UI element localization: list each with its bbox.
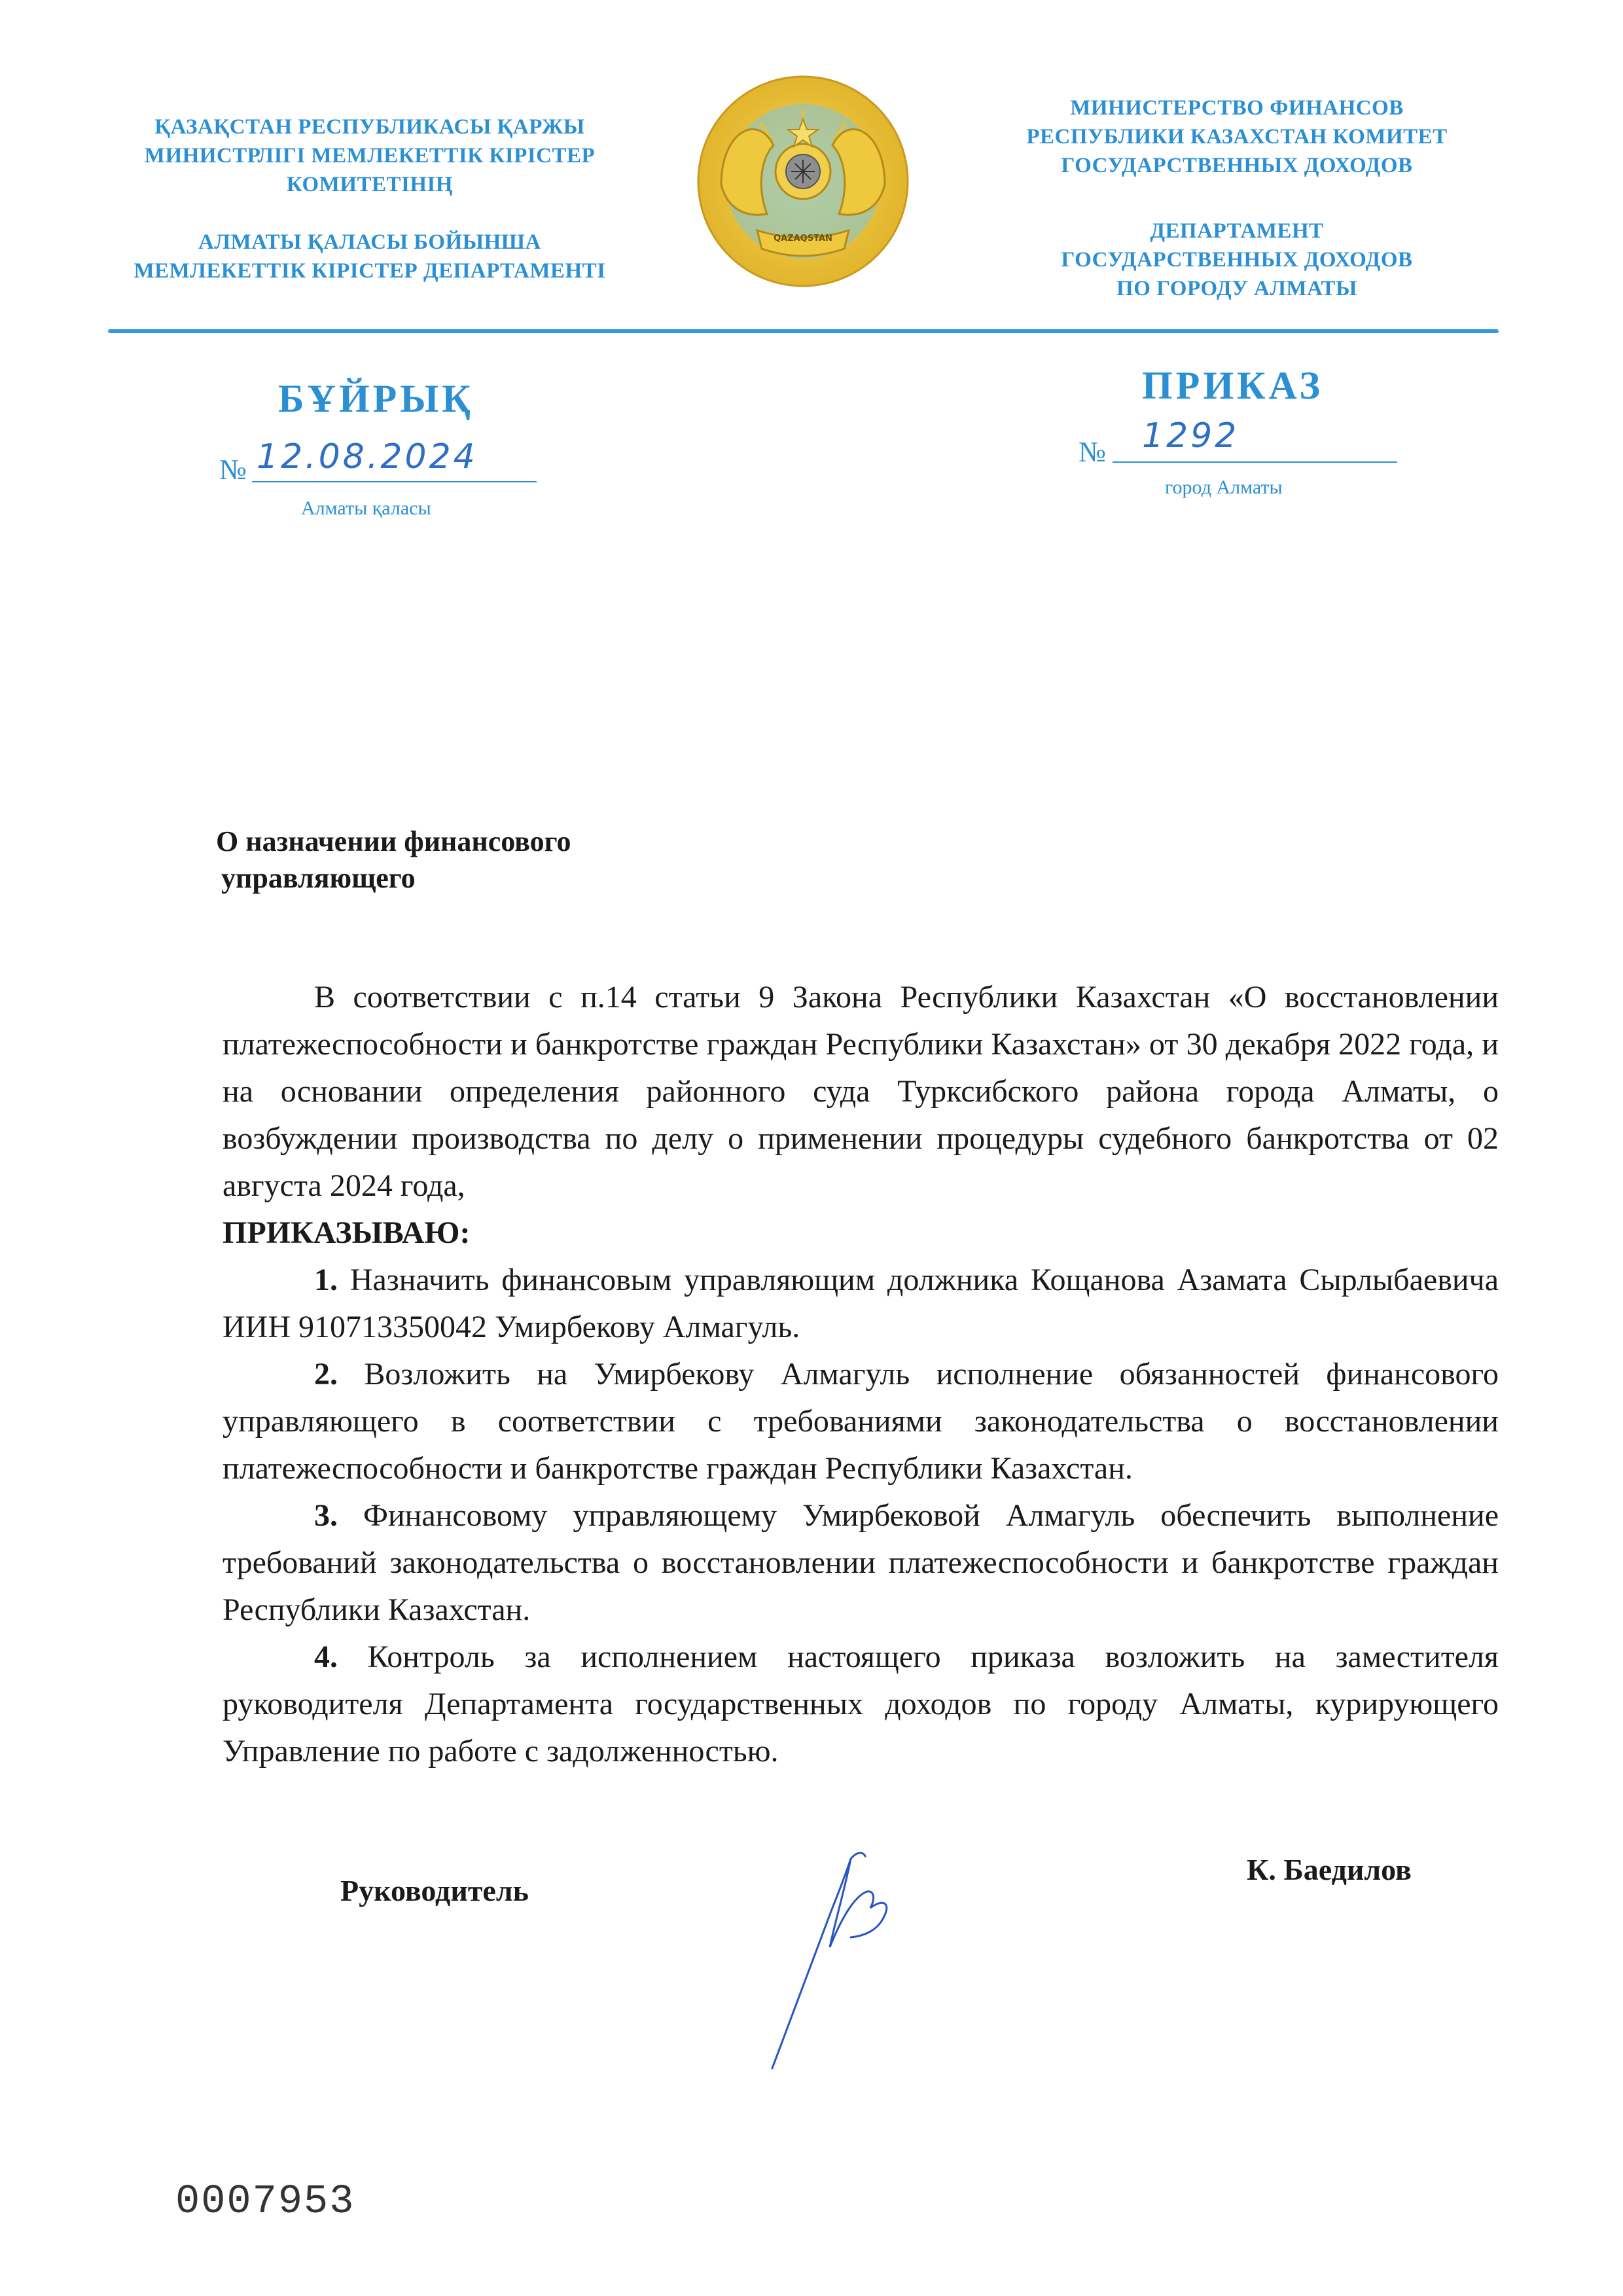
item-number: 1. [314,1263,338,1297]
item-number: 2. [314,1357,338,1391]
order-word: ПРИКАЗЫВАЮ: [223,1215,471,1250]
header-left-line: МИНИСТРЛІГІ МЕМЛЕКЕТТІК КІРІСТЕР [144,144,596,168]
handwritten-signature [753,1833,923,2081]
header-right-line: ГОСУДАРСТВЕННЫХ ДОХОДОВ [1061,248,1413,272]
order-title-kz: БҰЙРЫҚ [278,377,474,420]
emblem-icon [695,73,911,289]
header-left-line: АЛМАТЫ ҚАЛАСЫ БОЙЫНША [198,230,541,254]
item-number: 4. [314,1640,338,1674]
header-right-line: ДЕПАРТАМЕНТ [1150,219,1324,243]
handwritten-order-date: 12.08.2024 [257,437,478,476]
document-subject [216,823,571,897]
order-item-1 [223,1257,1499,1351]
order-date-underline [252,481,537,482]
order-item-2 [223,1351,1499,1492]
subject-line: О назначении финансового [216,825,571,857]
handwritten-order-number: 1292 [1142,416,1240,456]
order-title-ru: ПРИКАЗ [1142,364,1324,407]
order-item-4 [223,1634,1499,1775]
header-right [975,94,1499,303]
order-number-underline [1113,461,1397,463]
signatory-name: К. Баедилов [1247,1853,1412,1886]
header-left [108,113,632,285]
document-body [223,974,1499,1775]
item-text: Возложить на Умирбекову Алмагуль исполнение обязанностей финансового управляющего в соответствии с требованиями законодательства о восстановлении платежеспособности и банкротстве граждан Республики Казахстан. [223,1357,1499,1486]
item-text: Контроль за исполнением настоящего приказа возложить на заместителя руководителя Департамента государственных доходов по городу Алматы, курирующего Управление по работе с задолженностью. [223,1640,1499,1768]
state-emblem [695,73,911,289]
header-divider [108,329,1499,333]
header-left-line: КОМИТЕТІНІҢ [286,173,454,196]
preamble-paragraph: В соответствии с п.14 статьи 9 Закона Республики Казахстан «О восстановлении платежеспособности и банкротстве граждан Республики Казахстан» от 30 декабря 2022 года, и на основании определения районного суда Турксибского района города Алматы, о возбуждении производства по делу о применении процедуры судебного банкротства от 02 августа 2024 года, [223,980,1499,1203]
order-number-mark-kz: № [219,454,247,486]
place-kz: Алматы қаласы [301,497,431,519]
emblem-text: QAZAQSTAN [774,234,832,243]
item-number: 3. [314,1498,338,1533]
item-text: Назначить финансовым управляющим должника Кощанова Азамата Сырлыбаевича ИИН 910713350042 Умирбекову Алмагуль. [223,1263,1499,1344]
order-item-3 [223,1492,1499,1634]
header-left-line: ҚАЗАҚСТАН РЕСПУБЛИКАСЫ ҚАРЖЫ [154,115,585,139]
header-left-line: МЕМЛЕКЕТТІК КІРІСТЕР ДЕПАРТАМЕНТІ [134,259,606,283]
serial-number: 0007953 [175,2178,355,2225]
item-text: Финансовому управляющему Умирбековой Алмагуль обеспечить выполнение требований законодательства о восстановлении платежеспособности и банкротстве граждан Республики Казахстан. [223,1498,1499,1627]
place-ru: город Алматы [1165,476,1283,498]
signatory-position: Руководитель [340,1874,529,1907]
header-right-line: ПО ГОРОДУ АЛМАТЫ [1116,277,1357,300]
header-right-line: РЕСПУБЛИКИ КАЗАХСТАН КОМИТЕТ [1026,125,1448,149]
header-right-line: ГОСУДАРСТВЕННЫХ ДОХОДОВ [1061,154,1413,177]
order-number-mark-ru: № [1079,436,1106,468]
header-right-line: МИНИСТЕРСТВО ФИНАНСОВ [1070,96,1404,120]
subject-line: управляющего [221,862,416,894]
